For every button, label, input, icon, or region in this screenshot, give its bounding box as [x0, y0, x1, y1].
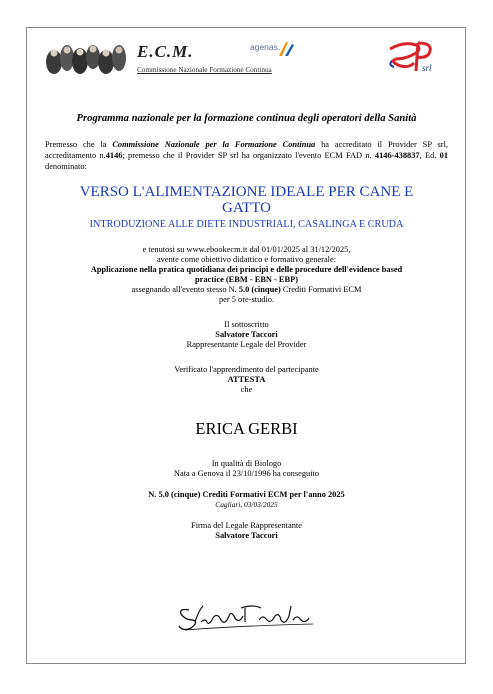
- attesta-label: ATTESTA: [227, 375, 266, 384]
- participant-name: ERICA GERBI: [195, 419, 298, 438]
- premise-paragraph: [45, 140, 448, 172]
- agenas-logo-icon: [276, 40, 298, 58]
- credits-value: 5.0 (cinque): [238, 285, 281, 294]
- attestation-che: che: [240, 385, 253, 394]
- signatory-name: Salvatore Taccori: [215, 330, 278, 339]
- attestation-block: [40, 365, 453, 395]
- place-date: Cagliari, 03/03/2025: [215, 500, 278, 509]
- objective-line-1: Applicazione nella pratica quotidiana dei principi e delle procedure dell'evidence based: [90, 265, 403, 274]
- signatory-block: [40, 320, 453, 350]
- premise-text-4: , Ed.: [419, 150, 440, 160]
- event-subtitle: INTRODUZIONE ALLE DIETE INDUSTRIALI, CASALINGA E CRUDA: [89, 219, 404, 230]
- attestation-line: Verificato l'apprendimento del partecipante: [174, 365, 319, 374]
- event-dates: e tenutosi su www.ebookecm.it dal 01/01/2025 al 31/12/2025,: [142, 245, 351, 254]
- participant-details: [40, 459, 453, 479]
- participant-birth: Nata a Genova il 23/10/1996 ha conseguito: [173, 469, 320, 478]
- premise-evento: 4146-438837: [374, 150, 420, 160]
- award-credits: N. 5.0 (cinque) Crediti Formativi ECM per l'anno 2025: [148, 490, 345, 499]
- ecm-group-photo-icon: [45, 44, 128, 76]
- premise-text-5: denominato:: [45, 161, 87, 171]
- participant-qualification: In qualità di Biologo: [211, 459, 282, 468]
- ecm-logo-title: E.C.M.: [137, 42, 194, 61]
- award-block: [40, 490, 453, 510]
- agenas-logo-text: agenas.: [250, 42, 281, 52]
- sp-srl-logo: [386, 37, 446, 77]
- signature-label: Firma del Legale Rappresentante: [191, 521, 302, 530]
- program-heading: Programma nazionale per la formazione continua degli operatori della Sanità: [76, 113, 417, 124]
- handwritten-signature-icon: [175, 600, 320, 634]
- signature-name: Salvatore Taccori: [215, 531, 278, 540]
- event-details: [40, 245, 453, 305]
- credits-post: Crediti Formativi ECM: [280, 285, 362, 294]
- event-title-line-2: GATTO: [222, 200, 271, 216]
- signature-label-block: [40, 521, 453, 541]
- premise-accreditamento: 4146: [105, 150, 123, 160]
- premise-text-1: Premesso che la: [45, 140, 113, 149]
- premise-edizione: 01: [439, 150, 448, 160]
- premise-text-3: ; premesso che il Provider SP srl ha organizzato l'evento ECM FAD n.: [122, 150, 375, 160]
- objective-line-2: practice (EBM - EBN - EBP): [194, 275, 299, 284]
- premise-text-2: ha accreditato il Provider SP srl, accreditamento n.: [45, 140, 448, 160]
- objective-intro: avente come obiettivo didattico e formativo generale:: [156, 255, 337, 264]
- signatory-role: Rappresentante Legale del Provider: [186, 340, 307, 349]
- sp-logo-sub: srl: [422, 63, 432, 73]
- event-title-line-1: VERSO L'ALIMENTAZIONE IDEALE PER CANE E: [79, 184, 414, 200]
- event-title: [40, 184, 453, 216]
- credits-pre: assegnando all'evento stesso N.: [131, 285, 239, 294]
- ecm-logo-subtitle: Commissione Nazionale Formazione Continua: [137, 66, 272, 74]
- premise-commissione: Commissione Nazionale per la Formazione Continua: [112, 140, 316, 149]
- signatory-intro: Il sottoscritto: [224, 320, 269, 329]
- study-hours: per 5 ore-studio.: [218, 295, 275, 304]
